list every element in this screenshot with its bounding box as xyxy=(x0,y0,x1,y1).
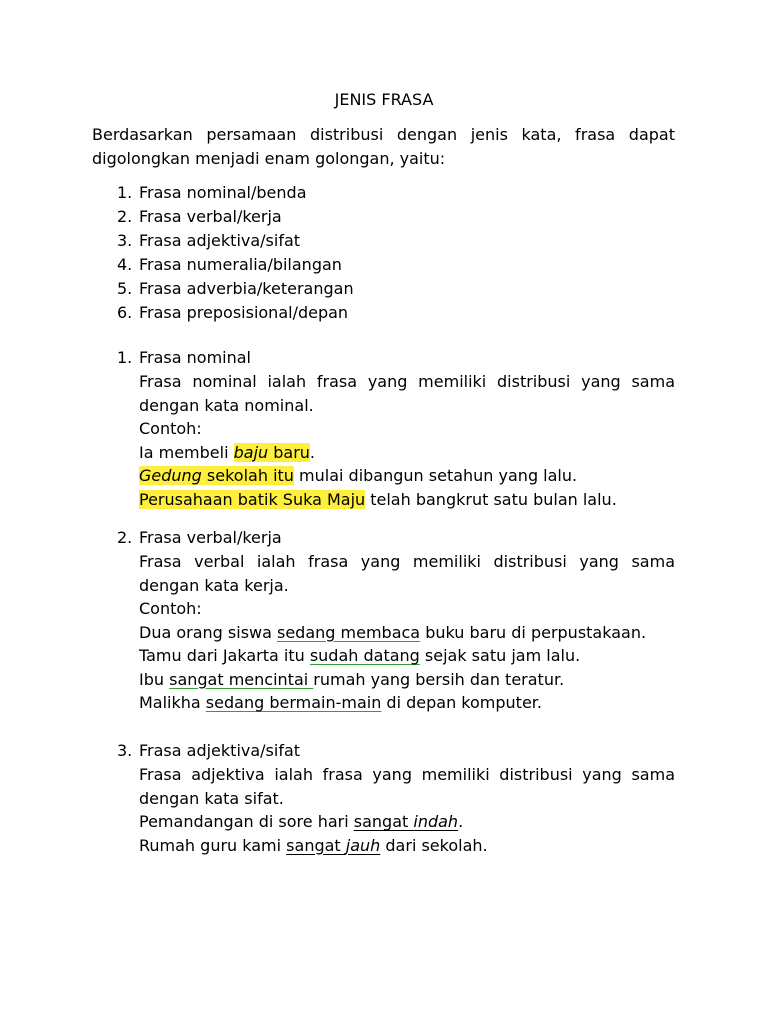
example-sentence: Pemandangan di sore hari sangat indah. xyxy=(139,812,464,831)
example-sentence: Gedung sekolah itu mulai dibangun setahun yang lalu. xyxy=(139,466,578,485)
list-item: 1. Frasa nominal/benda xyxy=(117,183,307,202)
section-heading: 2. Frasa verbal/kerja xyxy=(117,528,282,547)
section-nominal xyxy=(92,346,675,511)
section-heading: 3. Frasa adjektiva/sifat xyxy=(117,741,301,760)
example-sentence: Ia membeli baju baru. xyxy=(139,442,316,462)
definition-text: Frasa adjektiva ialah frasa yang memiliki distribusi yang sama dengan kata sifat. xyxy=(139,765,675,808)
list-item: 6. Frasa preposisional/depan xyxy=(117,303,349,322)
list-item: 5. Frasa adverbia/keterangan xyxy=(117,279,354,298)
example-sentence: Dua orang siswa sedang membaca buku baru di perpustakaan. xyxy=(139,622,647,642)
example-sentence: Ibu sangat mencintai rumah yang bersih dan teratur. xyxy=(139,669,565,689)
definition-text: Frasa verbal ialah frasa yang memiliki distribusi yang sama dengan kata kerja. xyxy=(139,552,675,595)
section-adjektiva xyxy=(92,739,675,857)
section-verbal xyxy=(92,526,675,715)
contoh-label: Contoh: xyxy=(139,599,202,618)
contoh-label: Contoh: xyxy=(139,419,202,438)
example-sentence: Tamu dari Jakarta itu sudah datang sejak satu jam lalu. xyxy=(139,646,581,665)
types-list xyxy=(92,181,675,325)
section-heading: 1. Frasa nominal xyxy=(117,348,251,367)
example-sentence: Perusahaan batik Suka Maju telah bangkrut satu bulan lalu. xyxy=(139,489,617,509)
intro-paragraph: Berdasarkan persamaan distribusi dengan jenis kata, frasa dapat digolongkan menjadi enam golongan, yaitu: xyxy=(92,125,675,168)
definition-text: Frasa nominal ialah frasa yang memiliki distribusi yang sama dengan kata nominal. xyxy=(139,372,675,415)
list-item: 4. Frasa numeralia/bilangan xyxy=(117,255,342,274)
list-item: 2. Frasa verbal/kerja xyxy=(117,207,282,226)
example-sentence: Rumah guru kami sangat jauh dari sekolah. xyxy=(139,835,488,855)
page-title: JENIS FRASA xyxy=(334,90,434,109)
example-sentence: Malikha sedang bermain-main di depan komputer. xyxy=(139,693,542,712)
list-item: 3. Frasa adjektiva/sifat xyxy=(117,231,301,250)
